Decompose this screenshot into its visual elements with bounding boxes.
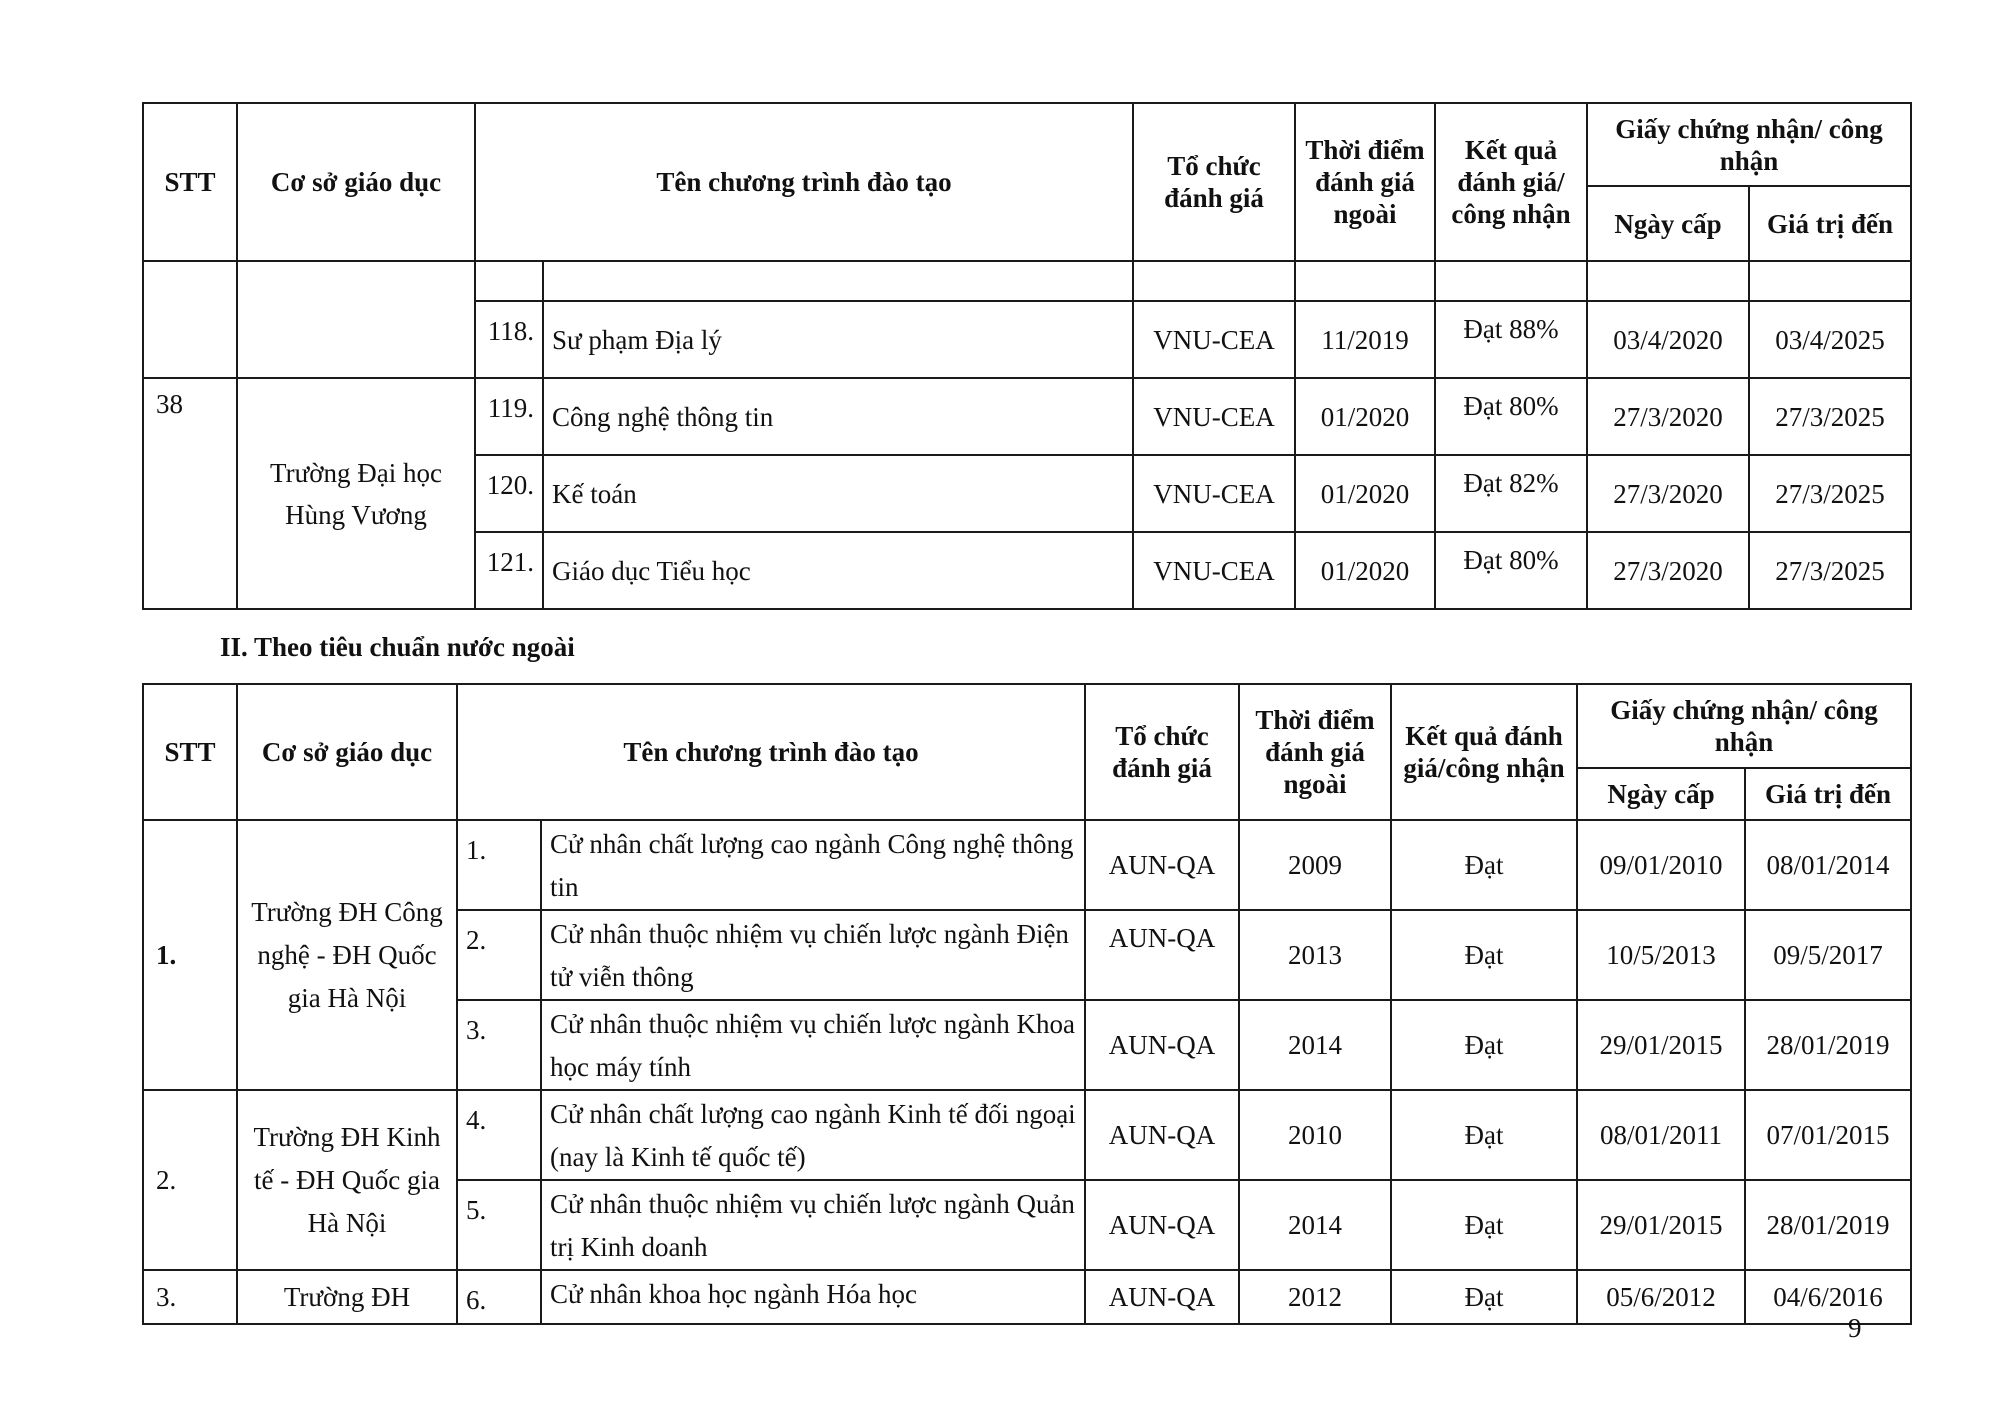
issue-date-cell: 29/01/2015 — [1577, 1180, 1745, 1270]
number-cell: 5. — [457, 1180, 541, 1270]
number-cell — [475, 261, 543, 301]
program-cell — [543, 261, 1133, 301]
stt-cell — [143, 261, 237, 378]
organization-cell: AUN-QA — [1085, 1270, 1239, 1324]
header-result: Kết quả đánh giá/công nhận — [1391, 684, 1577, 820]
header-valid-until: Giá trị đến — [1749, 186, 1911, 261]
number-cell: 121. — [475, 532, 543, 609]
issue-date-cell: 10/5/2013 — [1577, 910, 1745, 1000]
program-cell: Sư phạm Địa lý — [543, 301, 1133, 378]
issue-date-cell: 29/01/2015 — [1577, 1000, 1745, 1090]
time-cell: 2009 — [1239, 820, 1391, 910]
accreditation-table-foreign — [142, 683, 1912, 1325]
time-cell: 2013 — [1239, 910, 1391, 1000]
organization-cell: VNU-CEA — [1133, 378, 1295, 455]
table-row — [143, 1090, 1911, 1180]
accreditation-table-domestic — [142, 102, 1912, 610]
number-cell: 118. — [475, 301, 543, 378]
header-certificate: Giấy chứng nhận/ công nhận — [1587, 103, 1911, 186]
organization-cell: AUN-QA — [1085, 1180, 1239, 1270]
number-cell: 120. — [475, 455, 543, 532]
result-cell: Đạt — [1391, 1180, 1577, 1270]
header-stt: STT — [143, 103, 237, 261]
header-result: Kết quả đánh giá/ công nhận — [1435, 103, 1587, 261]
valid-until-cell: 07/01/2015 — [1745, 1090, 1911, 1180]
organization-cell: AUN-QA — [1085, 910, 1239, 1000]
organization-cell: VNU-CEA — [1133, 532, 1295, 609]
issue-date-cell: 09/01/2010 — [1577, 820, 1745, 910]
institution-cell: Trường ĐH — [237, 1270, 457, 1324]
header-organization: Tổ chức đánh giá — [1133, 103, 1295, 261]
valid-until-cell — [1749, 261, 1911, 301]
table-row — [143, 820, 1911, 910]
number-cell: 1. — [457, 820, 541, 910]
issue-date-cell: 27/3/2020 — [1587, 532, 1749, 609]
issue-date-cell: 27/3/2020 — [1587, 455, 1749, 532]
issue-date-cell: 03/4/2020 — [1587, 301, 1749, 378]
header-time: Thời điểm đánh giá ngoài — [1239, 684, 1391, 820]
program-cell: Cử nhân thuộc nhiệm vụ chiến lược ngành Khoa học máy tính — [541, 1000, 1085, 1090]
program-cell: Cử nhân thuộc nhiệm vụ chiến lược ngành Điện tử viễn thông — [541, 910, 1085, 1000]
institution-cell — [237, 261, 475, 378]
valid-until-cell: 27/3/2025 — [1749, 455, 1911, 532]
result-cell: Đạt 82% — [1435, 455, 1587, 532]
institution-cell: Trường ĐH Kinh tế - ĐH Quốc gia Hà Nội — [237, 1090, 457, 1270]
organization-cell: VNU-CEA — [1133, 455, 1295, 532]
stt-cell: 1. — [143, 820, 237, 1090]
organization-cell: AUN-QA — [1085, 820, 1239, 910]
stt-cell: 3. — [143, 1270, 237, 1324]
result-cell: Đạt — [1391, 820, 1577, 910]
organization-cell — [1133, 261, 1295, 301]
valid-until-cell: 03/4/2025 — [1749, 301, 1911, 378]
table-row — [143, 378, 1911, 455]
table-row — [143, 1270, 1911, 1324]
header-organization: Tổ chức đánh giá — [1085, 684, 1239, 820]
number-cell: 2. — [457, 910, 541, 1000]
header-program: Tên chương trình đào tạo — [475, 103, 1133, 261]
time-cell: 11/2019 — [1295, 301, 1435, 378]
program-cell: Cử nhân khoa học ngành Hóa học — [541, 1270, 1085, 1324]
stt-cell: 2. — [143, 1090, 237, 1270]
issue-date-cell — [1587, 261, 1749, 301]
section-heading: II. Theo tiêu chuẩn nước ngoài — [220, 632, 575, 662]
result-cell: Đạt 88% — [1435, 301, 1587, 378]
result-cell — [1435, 261, 1587, 301]
result-cell: Đạt — [1391, 1270, 1577, 1324]
valid-until-cell: 28/01/2019 — [1745, 1000, 1911, 1090]
page-number: 9 — [1848, 1313, 1862, 1343]
time-cell: 2012 — [1239, 1270, 1391, 1324]
time-cell: 2014 — [1239, 1180, 1391, 1270]
number-cell: 119. — [475, 378, 543, 455]
header-stt: STT — [143, 684, 237, 820]
result-cell: Đạt 80% — [1435, 532, 1587, 609]
time-cell: 01/2020 — [1295, 378, 1435, 455]
valid-until-cell: 04/6/2016 — [1745, 1270, 1911, 1324]
institution-cell: Trường Đại học Hùng Vương — [237, 378, 475, 609]
time-cell — [1295, 261, 1435, 301]
valid-until-cell: 27/3/2025 — [1749, 532, 1911, 609]
table-row-empty — [143, 261, 1911, 301]
organization-cell: VNU-CEA — [1133, 301, 1295, 378]
time-cell: 01/2020 — [1295, 532, 1435, 609]
program-cell: Giáo dục Tiểu học — [543, 532, 1133, 609]
valid-until-cell: 27/3/2025 — [1749, 378, 1911, 455]
stt-cell: 38 — [143, 378, 237, 609]
result-cell: Đạt 80% — [1435, 378, 1587, 455]
program-cell: Cử nhân chất lượng cao ngành Công nghệ thông tin — [541, 820, 1085, 910]
issue-date-cell: 05/6/2012 — [1577, 1270, 1745, 1324]
time-cell: 2010 — [1239, 1090, 1391, 1180]
header-issue-date: Ngày cấp — [1577, 768, 1745, 820]
result-cell: Đạt — [1391, 910, 1577, 1000]
result-cell: Đạt — [1391, 1090, 1577, 1180]
header-row — [143, 103, 1911, 186]
header-institution: Cơ sở giáo dục — [237, 103, 475, 261]
number-cell: 3. — [457, 1000, 541, 1090]
header-issue-date: Ngày cấp — [1587, 186, 1749, 261]
time-cell: 2014 — [1239, 1000, 1391, 1090]
result-cell: Đạt — [1391, 1000, 1577, 1090]
institution-cell: Trường ĐH Công nghệ - ĐH Quốc gia Hà Nội — [237, 820, 457, 1090]
number-cell: 4. — [457, 1090, 541, 1180]
valid-until-cell: 08/01/2014 — [1745, 820, 1911, 910]
organization-cell: AUN-QA — [1085, 1000, 1239, 1090]
program-cell: Cử nhân thuộc nhiệm vụ chiến lược ngành Quản trị Kinh doanh — [541, 1180, 1085, 1270]
header-time: Thời điểm đánh giá ngoài — [1295, 103, 1435, 261]
header-valid-until: Giá trị đến — [1745, 768, 1911, 820]
valid-until-cell: 28/01/2019 — [1745, 1180, 1911, 1270]
program-cell: Kế toán — [543, 455, 1133, 532]
issue-date-cell: 27/3/2020 — [1587, 378, 1749, 455]
program-cell: Công nghệ thông tin — [543, 378, 1133, 455]
number-cell: 6. — [457, 1270, 541, 1324]
organization-cell: AUN-QA — [1085, 1090, 1239, 1180]
header-institution: Cơ sở giáo dục — [237, 684, 457, 820]
program-cell: Cử nhân chất lượng cao ngành Kinh tế đối ngoại (nay là Kinh tế quốc tế) — [541, 1090, 1085, 1180]
header-row — [143, 684, 1911, 768]
valid-until-cell: 09/5/2017 — [1745, 910, 1911, 1000]
header-program: Tên chương trình đào tạo — [457, 684, 1085, 820]
time-cell: 01/2020 — [1295, 455, 1435, 532]
issue-date-cell: 08/01/2011 — [1577, 1090, 1745, 1180]
header-certificate: Giấy chứng nhận/ công nhận — [1577, 684, 1911, 768]
